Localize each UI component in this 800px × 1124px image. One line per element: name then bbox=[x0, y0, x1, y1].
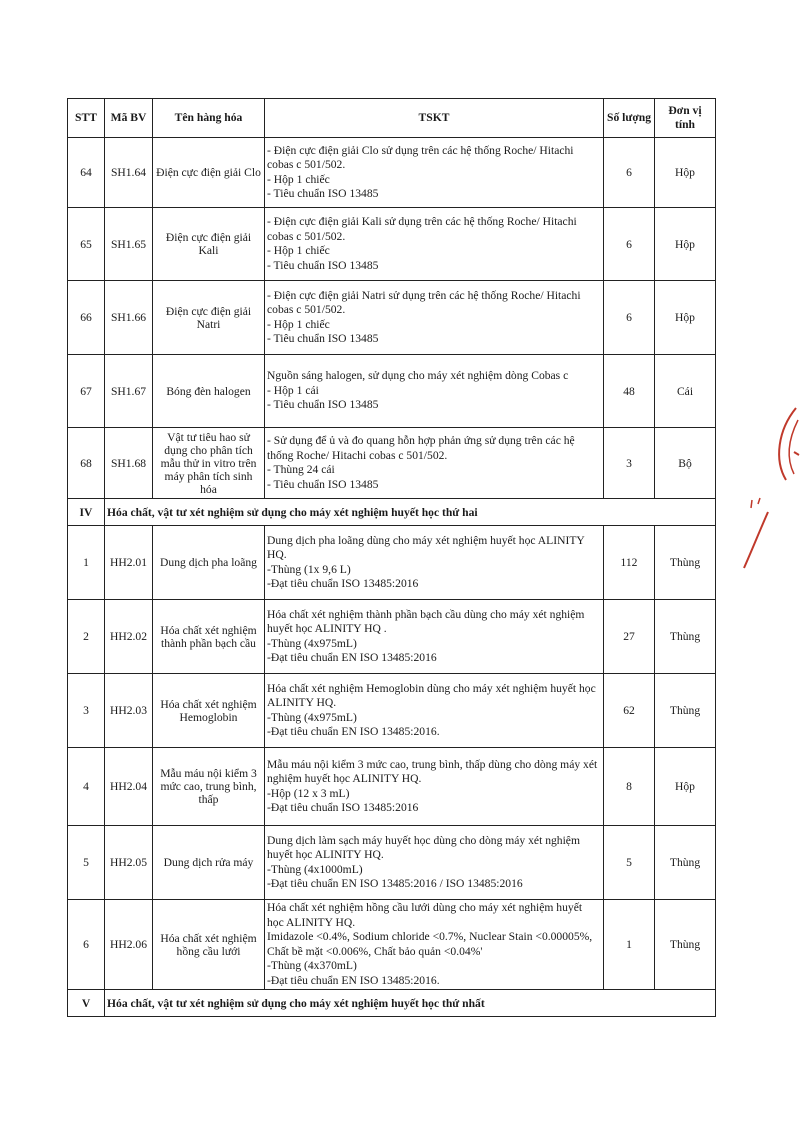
cell-ten-hang-hoa: Điện cực điện giải Natri bbox=[153, 281, 265, 355]
table-row bbox=[68, 900, 716, 990]
cell-tskt bbox=[265, 826, 604, 900]
tskt-line: Mẫu máu nội kiểm 3 mức cao, trung bình, thấp dùng cho dòng máy xét nghiệm huyết học ALINITY HQ. bbox=[267, 757, 598, 785]
cell-tskt bbox=[265, 355, 604, 428]
cell-don-vi-tinh: Thùng bbox=[655, 600, 716, 674]
tskt-line: -Thùng (1x 9,6 L) bbox=[267, 562, 351, 576]
section-v-number: V bbox=[68, 990, 105, 1017]
tskt-line: -Đạt tiêu chuẩn EN ISO 13485:2016. bbox=[267, 725, 440, 738]
cell-don-vi-tinh: Thùng bbox=[655, 900, 716, 990]
tskt-line: - Điện cực điện giải Natri sử dụng trên các hệ thống Roche/ Hitachi cobas c 501/502. bbox=[267, 288, 581, 316]
rows-group-b bbox=[68, 526, 716, 990]
tskt-line: - Hộp 1 chiếc bbox=[267, 317, 330, 331]
cell-stt: 66 bbox=[68, 281, 105, 355]
cell-ma-bv: SH1.67 bbox=[105, 355, 153, 428]
cell-ma-bv: HH2.06 bbox=[105, 900, 153, 990]
cell-tskt bbox=[265, 526, 604, 600]
tskt-line: - Tiêu chuẩn ISO 13485 bbox=[267, 187, 379, 200]
cell-tskt bbox=[265, 748, 604, 826]
tskt-line: -Thùng (4x975mL) bbox=[267, 636, 357, 650]
cell-so-luong: 6 bbox=[604, 208, 655, 281]
table-row bbox=[68, 674, 716, 748]
table-row bbox=[68, 208, 716, 281]
cell-ma-bv: HH2.01 bbox=[105, 526, 153, 600]
tskt-line: -Thùng (4x1000mL) bbox=[267, 862, 363, 876]
header-stt: STT bbox=[68, 99, 105, 138]
section-iv-title: Hóa chất, vật tư xét nghiệm sử dụng cho máy xét nghiệm huyết học thứ hai bbox=[105, 499, 716, 526]
tskt-line: -Đạt tiêu chuẩn ISO 13485:2016 bbox=[267, 577, 419, 590]
table-row bbox=[68, 138, 716, 208]
tskt-line: -Thùng (4x370mL) bbox=[267, 959, 357, 972]
header-tskt: TSKT bbox=[265, 99, 604, 138]
tskt-line: Imidazole <0.4%, Sodium chloride <0.7%, Nuclear Stain <0.00005%, Chất bề mặt <0.006%, Chất bảo quản <0.04%' bbox=[267, 930, 593, 958]
cell-ma-bv: HH2.03 bbox=[105, 674, 153, 748]
table-row bbox=[68, 355, 716, 428]
cell-ma-bv: SH1.65 bbox=[105, 208, 153, 281]
table-row bbox=[68, 748, 716, 826]
cell-stt: 6 bbox=[68, 900, 105, 990]
cell-so-luong: 112 bbox=[604, 526, 655, 600]
tskt-line: - Tiêu chuẩn ISO 13485 bbox=[267, 332, 379, 345]
cell-stt: 65 bbox=[68, 208, 105, 281]
tskt-line: -Đạt tiêu chuẩn EN ISO 13485:2016 bbox=[267, 651, 437, 664]
header-ma-bv: Mã BV bbox=[105, 99, 153, 138]
section-v bbox=[68, 990, 716, 1017]
tskt-line: -Hộp (12 x 3 mL) bbox=[267, 786, 350, 800]
cell-ma-bv: SH1.68 bbox=[105, 428, 153, 499]
cell-tskt bbox=[265, 600, 604, 674]
cell-tskt bbox=[265, 138, 604, 208]
table-row bbox=[68, 526, 716, 600]
cell-ten-hang-hoa: Hóa chất xét nghiệm Hemoglobin bbox=[153, 674, 265, 748]
tskt-line: - Hộp 1 chiếc bbox=[267, 172, 330, 186]
cell-don-vi-tinh: Thùng bbox=[655, 826, 716, 900]
cell-ten-hang-hoa: Điện cực điện giải Kali bbox=[153, 208, 265, 281]
tskt-line: - Điện cực điện giải Clo sử dụng trên các hệ thống Roche/ Hitachi cobas c 501/502. bbox=[267, 143, 574, 171]
cell-don-vi-tinh: Hộp bbox=[655, 748, 716, 826]
tskt-line: - Hộp 1 cái bbox=[267, 383, 319, 397]
cell-ten-hang-hoa: Hóa chất xét nghiệm thành phần bạch cầu bbox=[153, 600, 265, 674]
tskt-line: Dung dịch pha loãng dùng cho máy xét nghiệm huyết học ALINITY HQ. bbox=[267, 533, 585, 561]
cell-tskt bbox=[265, 281, 604, 355]
header-ten-hang-hoa: Tên hàng hóa bbox=[153, 99, 265, 138]
section-v-title: Hóa chất, vật tư xét nghiệm sử dụng cho máy xét nghiệm huyết học thứ nhất bbox=[105, 990, 716, 1017]
cell-tskt bbox=[265, 428, 604, 499]
tskt-line: -Đạt tiêu chuẩn EN ISO 13485:2016 / ISO 13485:2016 bbox=[267, 877, 523, 890]
cell-don-vi-tinh: Hộp bbox=[655, 208, 716, 281]
procurement-table bbox=[67, 98, 716, 1017]
tskt-line: - Hộp 1 chiếc bbox=[267, 244, 330, 257]
tskt-line: - Điện cực điện giải Kali sử dụng trên các hệ thống Roche/ Hitachi cobas c 501/502. bbox=[267, 215, 577, 243]
cell-ma-bv: SH1.64 bbox=[105, 138, 153, 208]
cell-stt: 68 bbox=[68, 428, 105, 499]
tskt-line: - Sử dụng để ủ và đo quang hỗn hợp phản ứng sử dụng trên các hệ thống Roche/ Hitachi cobas c 501/502. bbox=[267, 434, 575, 462]
cell-stt: 3 bbox=[68, 674, 105, 748]
tskt-line: Nguồn sáng halogen, sử dụng cho máy xét nghiệm dòng Cobas c bbox=[267, 369, 569, 383]
cell-tskt bbox=[265, 900, 604, 990]
tskt-line: - Thùng 24 cái bbox=[267, 463, 335, 476]
cell-ma-bv: HH2.04 bbox=[105, 748, 153, 826]
cell-don-vi-tinh: Hộp bbox=[655, 138, 716, 208]
tskt-line: -Thùng (4x975mL) bbox=[267, 710, 357, 724]
section-iv bbox=[68, 499, 716, 526]
section-row-v bbox=[68, 990, 716, 1017]
cell-stt: 67 bbox=[68, 355, 105, 428]
cell-don-vi-tinh: Thùng bbox=[655, 674, 716, 748]
cell-so-luong: 8 bbox=[604, 748, 655, 826]
table-row bbox=[68, 600, 716, 674]
cell-so-luong: 62 bbox=[604, 674, 655, 748]
cell-ten-hang-hoa: Điện cực điện giải Clo bbox=[153, 138, 265, 208]
cell-so-luong: 6 bbox=[604, 281, 655, 355]
tskt-line: Hóa chất xét nghiệm hồng cầu lưới dùng cho máy xét nghiệm huyết học ALINITY HQ. bbox=[267, 901, 583, 929]
cell-stt: 2 bbox=[68, 600, 105, 674]
cell-ma-bv: SH1.66 bbox=[105, 281, 153, 355]
cell-stt: 5 bbox=[68, 826, 105, 900]
tskt-line: - Tiêu chuẩn ISO 13485 bbox=[267, 258, 379, 272]
section-iv-number: IV bbox=[68, 499, 105, 526]
section-row-iv bbox=[68, 499, 716, 526]
cell-don-vi-tinh: Hộp bbox=[655, 281, 716, 355]
cell-so-luong: 48 bbox=[604, 355, 655, 428]
cell-don-vi-tinh: Bộ bbox=[655, 428, 716, 499]
cell-ten-hang-hoa: Dung dịch rửa máy bbox=[153, 826, 265, 900]
header-so-luong: Số lượng bbox=[604, 99, 655, 138]
cell-ten-hang-hoa: Vật tư tiêu hao sử dụng cho phân tích mẫu thử in vitro trên máy phân tích sinh hóa bbox=[153, 428, 265, 499]
tskt-line: Hóa chất xét nghiệm thành phần bạch cầu dùng cho máy xét nghiệm huyết học ALINITY HQ . bbox=[267, 607, 585, 635]
cell-so-luong: 1 bbox=[604, 900, 655, 990]
cell-stt: 4 bbox=[68, 748, 105, 826]
tskt-line: Dung dịch làm sạch máy huyết học dùng cho dòng máy xét nghiệm huyết học ALINITY HQ. bbox=[267, 833, 580, 861]
cell-ten-hang-hoa: Dung dịch pha loãng bbox=[153, 526, 265, 600]
header-row bbox=[68, 99, 716, 138]
tskt-line: Hóa chất xét nghiệm Hemoglobin dùng cho máy xét nghiệm huyết học ALINITY HQ. bbox=[267, 681, 596, 709]
cell-ten-hang-hoa: Mẫu máu nội kiểm 3 mức cao, trung bình, thấp bbox=[153, 748, 265, 826]
header-don-vi-tinh: Đơn vị tính bbox=[655, 99, 716, 138]
cell-stt: 64 bbox=[68, 138, 105, 208]
table-row bbox=[68, 826, 716, 900]
rows-group-a bbox=[68, 138, 716, 499]
cell-so-luong: 3 bbox=[604, 428, 655, 499]
cell-tskt bbox=[265, 208, 604, 281]
stamp-fragment-icon bbox=[738, 400, 800, 580]
cell-ten-hang-hoa: Bóng đèn halogen bbox=[153, 355, 265, 428]
tskt-line: - Tiêu chuẩn ISO 13485 bbox=[267, 398, 379, 412]
cell-ma-bv: HH2.05 bbox=[105, 826, 153, 900]
cell-ten-hang-hoa: Hóa chất xét nghiệm hồng cầu lưới bbox=[153, 900, 265, 990]
cell-ma-bv: HH2.02 bbox=[105, 600, 153, 674]
tskt-line: -Đạt tiêu chuẩn ISO 13485:2016 bbox=[267, 801, 419, 814]
cell-don-vi-tinh: Thùng bbox=[655, 526, 716, 600]
cell-stt: 1 bbox=[68, 526, 105, 600]
table-row bbox=[68, 428, 716, 499]
tskt-line: -Đạt tiêu chuẩn EN ISO 13485:2016. bbox=[267, 973, 440, 987]
cell-don-vi-tinh: Cái bbox=[655, 355, 716, 428]
tskt-line: - Tiêu chuẩn ISO 13485 bbox=[267, 477, 379, 491]
cell-so-luong: 27 bbox=[604, 600, 655, 674]
cell-so-luong: 5 bbox=[604, 826, 655, 900]
table-row bbox=[68, 281, 716, 355]
cell-tskt bbox=[265, 674, 604, 748]
cell-so-luong: 6 bbox=[604, 138, 655, 208]
